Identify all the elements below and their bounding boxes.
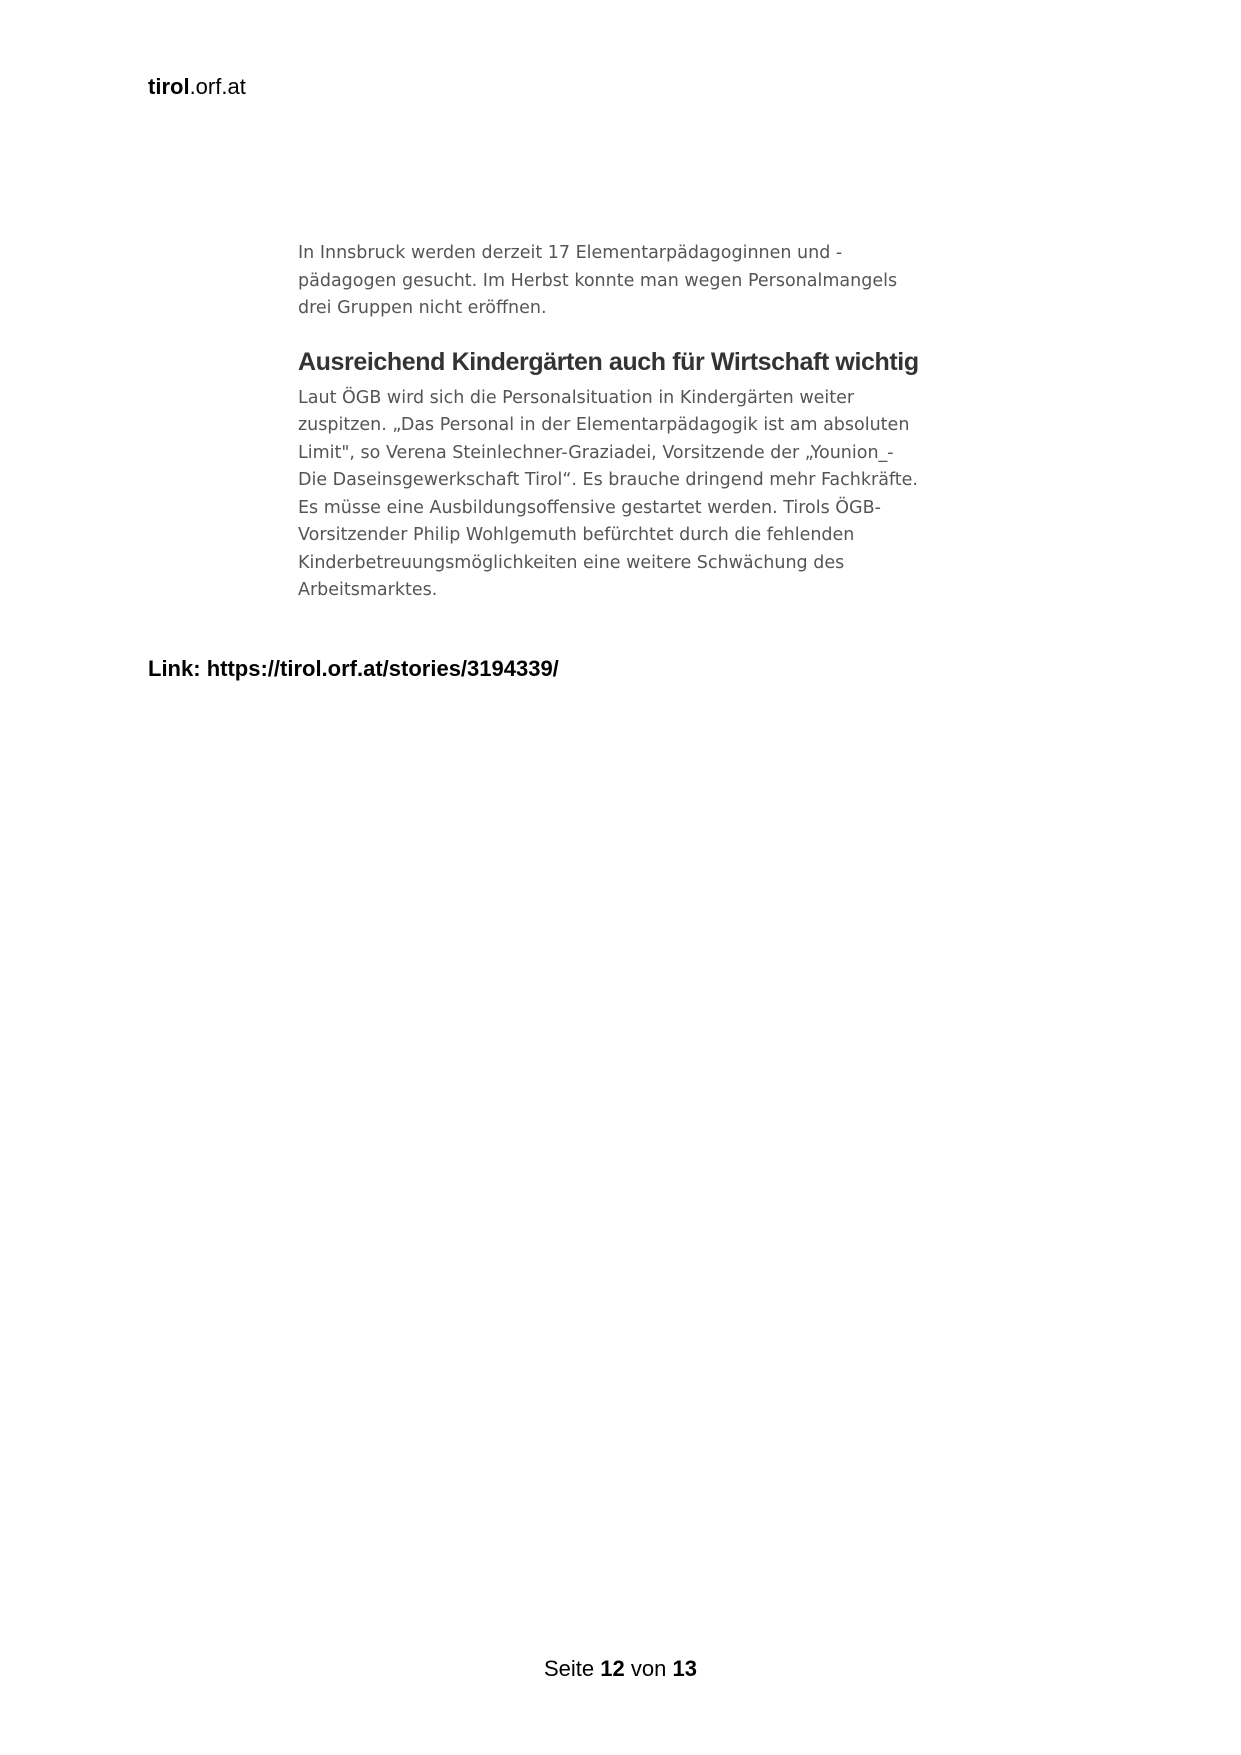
- total-pages-number: 13: [672, 1656, 697, 1681]
- body-line: Laut ÖGB wird sich die Personalsituation in Kindergärten weiter: [298, 387, 855, 408]
- body-line: Arbeitsmarktes.: [298, 580, 438, 600]
- page-separator: von: [630, 1656, 667, 1681]
- article-subheading: Ausreichend Kindergärten auch für Wirtschaft wichtig: [298, 347, 919, 376]
- intro-line: In Innsbruck werden derzeit 17 Elementarpädagoginnen und -: [298, 243, 843, 263]
- link-label: Link:: [148, 656, 201, 681]
- site-name-bold: tirol: [148, 74, 190, 99]
- page-header: [148, 74, 246, 100]
- body-line: Vorsitzender Philip Wohlgemuth befürchtet durch die fehlenden: [298, 525, 855, 545]
- body-line: Die Daseinsgewerkschaft Tirol“. Es brauche dringend mehr Fachkräfte.: [298, 470, 918, 490]
- current-page-number: 12: [600, 1656, 625, 1681]
- body-line: Limit", so Verena Steinlechner-Graziadei, Vorsitzende der „Younion_-: [298, 442, 894, 463]
- intro-paragraph: [298, 240, 958, 323]
- body-paragraph: [298, 385, 958, 605]
- body-line: Es müsse eine Ausbildungsoffensive gestartet werden. Tirols ÖGB-: [298, 497, 881, 518]
- page-footer: [0, 1656, 1241, 1682]
- article-clipping: [298, 240, 958, 605]
- intro-line: pädagogen gesucht. Im Herbst konnte man wegen Personalmangels: [298, 270, 898, 291]
- intro-line: drei Gruppen nicht eröffnen.: [298, 298, 547, 318]
- page-label: Seite: [544, 1656, 595, 1681]
- body-line: Kinderbetreuungsmöglichkeiten eine weitere Schwächung des: [298, 552, 845, 573]
- source-link-line: [148, 655, 559, 683]
- site-name-domain: .orf.at: [189, 74, 246, 99]
- source-url[interactable]: https://tirol.orf.at/stories/3194339/: [206, 656, 559, 681]
- body-line: zuspitzen. „Das Personal in der Elementarpädagogik ist am absoluten: [298, 415, 910, 435]
